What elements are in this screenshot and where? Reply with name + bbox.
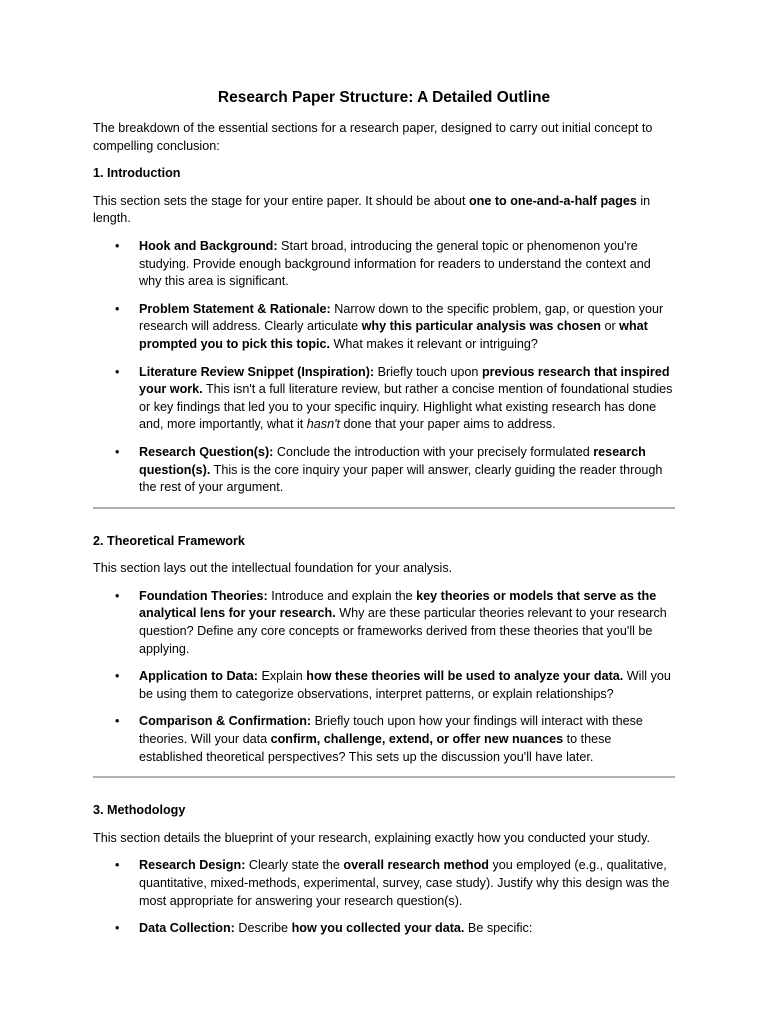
bullet-icon: • bbox=[115, 444, 120, 459]
section-heading-theoretical-framework: 2. Theoretical Framework bbox=[93, 533, 245, 548]
section-divider bbox=[93, 507, 675, 509]
list-item: • Comparison & Confirmation: Briefly touch upon how your findings will interact with these theories. Will your data confirm, challenge, extend, or offer new nuances to these established theoretical perspectives? This sets up the discussion you'll have later. bbox=[115, 714, 643, 764]
bullet-icon: • bbox=[115, 238, 120, 253]
bullet-icon: • bbox=[115, 714, 120, 729]
bullet-list bbox=[93, 238, 675, 497]
section-heading-methodology: 3. Methodology bbox=[93, 803, 186, 818]
list-item: • Data Collection: Describe how you collected your data. Be specific: bbox=[93, 920, 675, 938]
document-title: Research Paper Structure: A Detailed Outline bbox=[217, 89, 551, 106]
section-heading-introduction: 1. Introduction bbox=[93, 166, 181, 181]
list-item: • Problem Statement & Rationale: Narrow down to the specific problem, gap, or question your research will address. Clearly articulate why this particular analysis was chosen or what prompted you to pick this topic. What makes it relevant or intriguing? bbox=[115, 301, 664, 351]
list-item: • Research Question(s): Conclude the introduction with your precisely formulated research question(s). This is the core inquiry your paper will answer, clearly guiding the reader through the rest of your argument. bbox=[115, 444, 663, 495]
intro-paragraph: The breakdown of the essential sections for a research paper, designed to carry out initial concept to compelling conclusion: bbox=[93, 121, 653, 153]
section-lead: This section lays out the intellectual foundation for your analysis. bbox=[93, 561, 453, 576]
list-item: • Foundation Theories: Introduce and explain the key theories or models that serve as the analytical lens for your research. Why are these particular theories relevant to your research question? Define any core concepts or frameworks derived from these theories that you'll be applying. bbox=[115, 588, 667, 656]
bullet-list bbox=[93, 857, 675, 937]
bullet-list bbox=[93, 588, 675, 766]
list-item: • Literature Review Snippet (Inspiration): Briefly touch upon previous research that inspired your work. This isn't a full literature review, but rather a concise mention of foundational studies or key findings that led you to your specific inquiry. Highlight what existing research has done and, more importantly, what it hasn't done that your paper aims to address. bbox=[115, 364, 673, 432]
section-divider bbox=[93, 776, 675, 778]
bullet-icon: • bbox=[115, 921, 120, 936]
document-body bbox=[93, 88, 675, 948]
bullet-icon: • bbox=[115, 858, 120, 873]
bullet-icon: • bbox=[115, 301, 120, 316]
list-item: • Application to Data: Explain how these theories will be used to analyze your data. Will you be using them to categorize observations, interpret patterns, or explain relationships? bbox=[115, 669, 671, 701]
list-item: • Hook and Background: Start broad, introducing the general topic or phenomenon you're studying. Provide enough background information for readers to understand the context and why this area is significant. bbox=[115, 238, 651, 289]
section-lead: This section sets the stage for your entire paper. It should be about one to one-and-a-half pages in length. bbox=[93, 193, 651, 226]
section-lead: This section details the blueprint of your research, explaining exactly how you conducted your study. bbox=[93, 830, 650, 845]
bullet-icon: • bbox=[115, 588, 120, 603]
bullet-icon: • bbox=[115, 364, 120, 379]
list-item: • Research Design: Clearly state the overall research method you employed (e.g., qualitative, quantitative, mixed-methods, experimental, survey, case study). Justify why this design was the most appropriate for answering your research question(s). bbox=[115, 858, 670, 908]
bullet-icon: • bbox=[115, 669, 120, 684]
